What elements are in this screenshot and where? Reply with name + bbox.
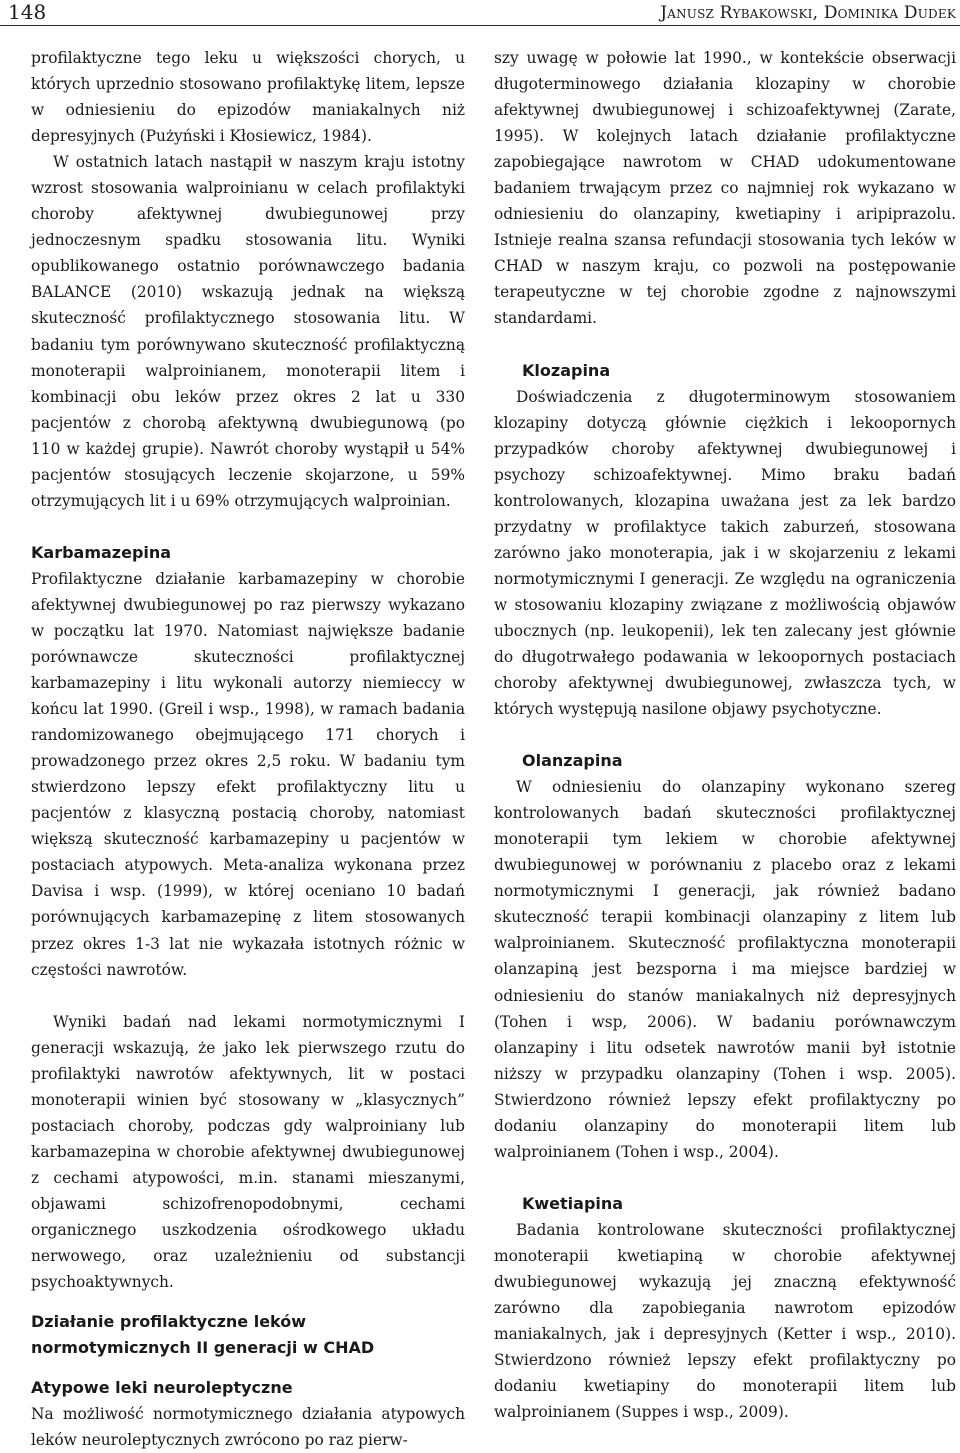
header-rule (0, 25, 960, 26)
page-header (0, 0, 960, 26)
heading-karbamazepina: Karbamazepina (31, 542, 172, 562)
paragraph-valproate-balance: W ostatnich latach nastąpił w naszym kraju istotny wzrost stosowania walproinianu w celach profilaktyki choroby afektywnej dwubiegunowej przy jednoczesnym spadku stosowania litu. Wyniki opublikowanego ostatnio porównawczego badania BALANCE (2010) wskazują jednak na większą skuteczność profilaktycznego stosowania litu. W badaniu tym porównywano skuteczność profilaktyczną monoterapii walproinianem, monoterapii litem i kombinacji obu leków przez okres 2 lat u 330 pacjentów z chorobą afektywną dwubiegunową (po 110 w każdej grupie). Nawrót choroby wystąpił u 54% pacjentów stosujących leczenie skojarzone, u 59% otrzymujących lit i u 69% otrzymujących walproinian. (31, 153, 465, 510)
heading-olanzapina: Olanzapina (522, 751, 623, 771)
paragraph-klozapina: Doświadczenia z długoterminowym stosowaniem klozapiny dotyczą głównie ciężkich i lekoopornych przypadków choroby afektywnej dwubiegunowej i psychozy schizoafektywnej. Mimo braku badań kontrolowanych, klozapina uważana jest za lek bardzo przydatny w profilaktyce takich zaburzeń, stosowana zarówno jako monoterapia, jak i w skojarzeniu z lekami normotymicznymi I generacji. Ze względu na ograniczenia w stosowaniu klozapiny związane z możliwością objawów ubocznych (np. leukopenii), lek ten zalecany jest głównie do długotrwałego podawania w lekoopornych postaciach choroby afektywnej dwubiegunowej, zwłaszcza tych, w których występują nasilone objawy psychotyczne. (494, 387, 956, 719)
heading-second-generation-line1: Działanie profilaktyczne leków (31, 1312, 307, 1332)
heading-second-generation-line2: normotymicznych II generacji w CHAD (31, 1338, 375, 1358)
paragraph-olanzapina: W odniesieniu do olanzapiny wykonano szereg kontrolowanych badań skuteczności profilaktycznej monoterapii tym lekiem w chorobie afektywnej dwubiegunowej w porównaniu z placebo oraz z lekami normotymicznymi I generacji, jak również badano skuteczność terapii kombinacji olanzapiny z litem lub walproinianem. Skuteczność profilaktyczna monoterapii olanzapiną jest bezsporna i ma miejsce bardziej w odniesieniu do stanów maniakalnych niż depresyjnych (Tohen i wsp, 2006). W badaniu porównawczym olanzapiny i litu odsetek nawrotów manii był istotnie niższy w przypadku olanzapiny (Tohen i wsp. 2005). Stwierdzono również lepszy efekt profilaktyczny po dodaniu olanzapiny do monoterapii litem lub walproinianem (Tohen i wsp., 2004). (494, 778, 956, 1161)
heading-klozapina: Klozapina (522, 360, 611, 380)
heading-kwetiapina: Kwetiapina (522, 1193, 624, 1213)
paragraph-summary-first-generation: Wyniki badań nad lekami normotymicznymi I generacji wskazują, że jako lek pierwszego rzutu do profilaktyki nawrotów afektywnych, lit w postaci monoterapii winien być stosowany w „klasycznych” postaciach choroby, podczas gdy walproiniany lub karbamazepina w chorobie afektywnej dwubiegunowej z cechami atypowości, m.in. stanami mieszanymi, objawami schizofrenopodobnymi, cechami organicznego uszkodzenia ośrodkowego układu nerwowego, oraz uzależnieniu od substancji psychoaktywnych. (31, 1012, 465, 1292)
paragraph-kwetiapina: Badania kontrolowane skuteczności profilaktycznej monoterapii kwetiapiną w chorobie afektywnej dwubiegunowej wykazują jej znaczną efektywność zarówno dla zapobiegania nawrotom epizodów maniakalnych, jak i depresyjnych (Ketter i wsp., 2010). Stwierdzono również lepszy efekt profilaktyczny po dodaniu kwetiapiny do monoterapii litem lub walproinianem (Suppes i wsp., 2009). (494, 1220, 956, 1422)
heading-atypowe: Atypowe leki neuroleptyczne (31, 1378, 293, 1398)
paragraph-karbamazepina: Profilaktyczne działanie karbamazepiny w chorobie afektywnej dwubiegunowej po raz pierwszy wykazano w początku lat 1970. Natomiast największe badanie porównawcze skuteczności profilaktycznej karbamazepiny i litu wykonali autorzy niemieccy w końcu lat 1990. (Greil i wsp., 1998), w ramach badania randomizowanego obejmującego 171 chorych i prowadzonego przez okres 2,5 roku. W badaniu tym stwierdzono lepszy efekt profilaktyczny litu u pacjentów z klasyczną postacią choroby, natomiast większą skuteczność karbamazepiny u pacjentów w postaciach atypowych. Meta-analiza wykonana przez Davisa i wsp. (1999), w której oceniano 10 badań porównujących karbamazepinę z litem stosowanych przez okres 1-3 lat nie wykazała istotnych różnic w częstości nawrotów. (31, 569, 465, 979)
right-column (494, 45, 956, 1425)
paragraph-atypowe-continuation: szy uwagę w połowie lat 1990., w kontekście obserwacji długoterminowego działania klozapiny w chorobie afektywnej dwubiegunowej i schizoafektywnej (Zarate, 1995). W kolejnych latach działanie profilaktyczne zapobiegające nawrotom w CHAD udokumentowane badaniem trwającym przez co najmniej rok wykazano w odniesieniu do olanzapiny, kwetiapiny i aripiprazolu. Istnieje realna szansa refundacji stosowania tych leków w CHAD w naszym kraju, co pozwoli na postępowanie terapeutyczne w tej chorobie zgodne z najnowszymi standardami. (494, 49, 956, 328)
page-number: 148 (8, 0, 47, 24)
paragraph-valproate-continuation: profilaktyczne tego leku u większości chorych, u których uprzednio stosowano profilaktykę litem, lepsze w odniesieniu do epizodów maniakalnych niż depresyjnych (Pużyński i Kłosiewicz, 1984). (31, 49, 465, 146)
left-column (31, 45, 465, 1453)
running-head-authors: Janusz Rybakowski, Dominika Dudek (660, 3, 956, 23)
paragraph-atypowe: Na możliwość normotymicznego działania atypowych leków neuroleptycznych zwrócono po raz pierw- (31, 1405, 465, 1450)
